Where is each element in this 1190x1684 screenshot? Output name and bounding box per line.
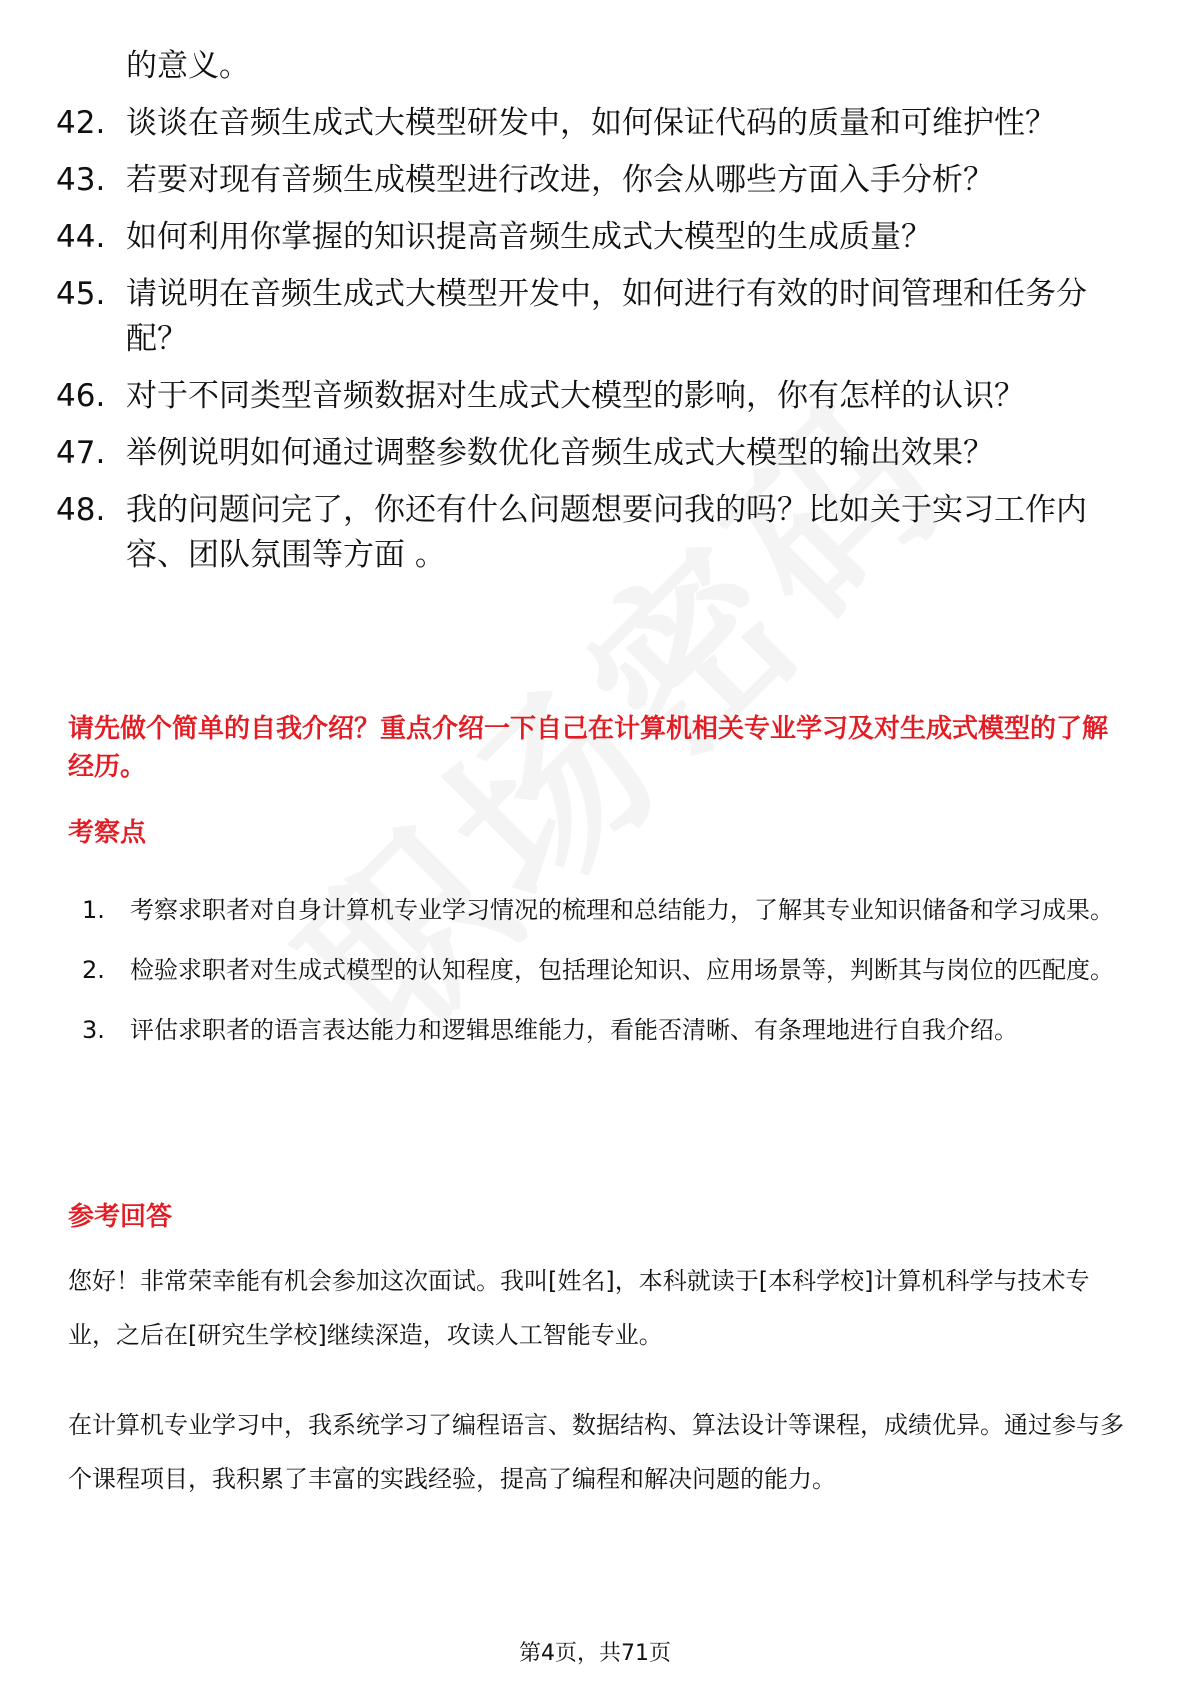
question-item bbox=[56, 431, 1136, 476]
points-heading: 考察点 bbox=[68, 818, 147, 848]
question-text: 请说明在音频生成式大模型开发中，如何进行有效的时间管理和任务分配？ bbox=[126, 276, 1087, 357]
question-number: 45. bbox=[56, 276, 106, 312]
question-number: 44. bbox=[56, 219, 106, 255]
question-list bbox=[56, 44, 1136, 590]
question-text: 谈谈在音频生成式大模型研发中，如何保证代码的质量和可维护性？ bbox=[126, 105, 1056, 141]
question-number: 46. bbox=[56, 378, 106, 414]
question-number: 43. bbox=[56, 162, 106, 198]
question-number: 47. bbox=[56, 435, 106, 471]
question-item bbox=[56, 272, 1136, 362]
question-text: 我的问题问完了，你还有什么问题想要问我的吗？比如关于实习工作内容、团队氛围等方面 。 bbox=[126, 492, 1087, 573]
assessment-points-list bbox=[68, 884, 1128, 1064]
question-item bbox=[56, 158, 1136, 203]
point-text: 检验求职者对生成式模型的认知程度，包括理论知识、应用场景等，判断其与岗位的匹配度。 bbox=[130, 956, 1114, 984]
question-text: 举例说明如何通过调整参数优化音频生成式大模型的输出效果？ bbox=[126, 435, 994, 471]
point-text: 考察求职者对自身计算机专业学习情况的梳理和总结能力，了解其专业知识储备和学习成果。 bbox=[130, 896, 1114, 924]
question-item bbox=[56, 488, 1136, 578]
point-text: 评估求职者的语言表达能力和逻辑思维能力，看能否清晰、有条理地进行自我介绍。 bbox=[130, 1016, 1018, 1044]
point-number: 2. bbox=[82, 956, 105, 984]
question-continuation: 的意义。 bbox=[126, 48, 250, 84]
assessment-point bbox=[68, 944, 1128, 996]
question-text: 如何利用你掌握的知识提高音频生成式大模型的生成质量？ bbox=[126, 219, 932, 255]
answer-paragraph: 您好！非常荣幸能有机会参加这次面试。我叫[姓名]，本科就读于[本科学校]计算机科学与技术专业，之后在[研究生学校]继续深造，攻读人工智能专业。 bbox=[68, 1267, 1090, 1349]
page-footer: 第4页，共71页 bbox=[519, 1641, 671, 1666]
assessment-point bbox=[68, 1004, 1128, 1056]
assessment-point bbox=[68, 884, 1128, 936]
question-item bbox=[56, 374, 1136, 419]
question-text: 对于不同类型音频数据对生成式大模型的影响，你有怎样的认识？ bbox=[126, 378, 1025, 414]
answer-paragraph: 在计算机专业学习中，我系统学习了编程语言、数据结构、算法设计等课程，成绩优异。通过参与多个课程项目，我积累了丰富的实践经验，提高了编程和解决问题的能力。 bbox=[68, 1411, 1124, 1493]
point-number: 3. bbox=[82, 1016, 105, 1044]
question-number: 48. bbox=[56, 492, 106, 528]
question-number: 42. bbox=[56, 105, 106, 141]
question-item bbox=[56, 101, 1136, 146]
answer-heading: 参考回答 bbox=[68, 1202, 173, 1232]
question-item bbox=[56, 215, 1136, 260]
question-text: 若要对现有音频生成模型进行改进，你会从哪些方面入手分析？ bbox=[126, 162, 994, 198]
point-number: 1. bbox=[82, 896, 105, 924]
section-question-title: 请先做个简单的自我介绍？重点介绍一下自己在计算机相关专业学习及对生成式模型的了解经历。 bbox=[68, 714, 1109, 782]
